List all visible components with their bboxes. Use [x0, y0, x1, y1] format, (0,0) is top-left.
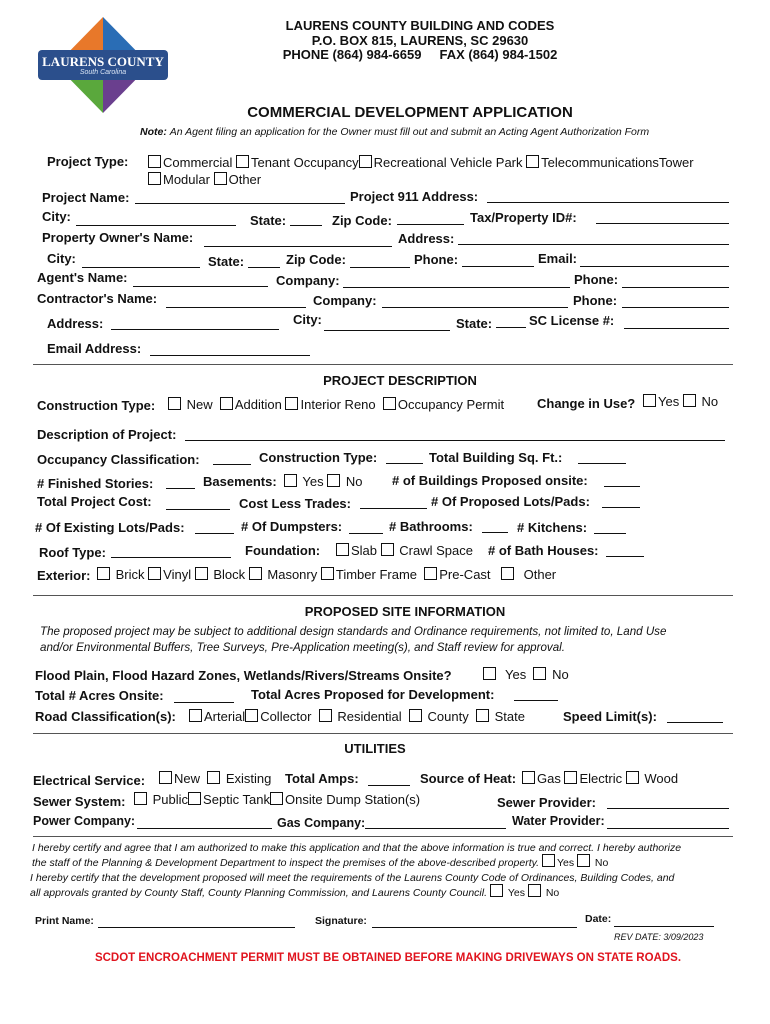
checkbox-heat-gas[interactable]	[522, 771, 535, 784]
dumpsters-label: # Of Dumpsters:	[241, 519, 343, 534]
gas-company-field[interactable]	[365, 815, 506, 829]
checkbox-interior-reno[interactable]	[285, 397, 298, 410]
agent-phone-label: Phone:	[574, 272, 619, 287]
type-other: Other	[228, 172, 262, 187]
owner-address-field[interactable]	[458, 231, 729, 245]
checkbox-rv-park[interactable]	[359, 155, 372, 168]
type-commercial: Commercial	[163, 155, 233, 170]
sewer-provider-field[interactable]	[607, 795, 729, 809]
form-note	[140, 126, 649, 138]
roof-type-label: Roof Type:	[39, 545, 106, 560]
contractor-phone-field[interactable]	[622, 294, 729, 308]
buildings-field[interactable]	[604, 473, 640, 487]
sewer-system-label: Sewer System:	[33, 794, 126, 809]
scdot-warning: SCDOT ENCROACHMENT PERMIT MUST BE OBTAINED BEFORE MAKING DRIVEWAYS ON STATE ROADS.	[94, 952, 682, 964]
logo-script: South Carolina	[79, 69, 127, 76]
form-title: COMMERCIAL DEVELOPMENT APPLICATION	[247, 104, 573, 121]
certify-line4: all approvals granted by County Staff, County Planning Commission, and Laurens County Council.	[30, 887, 488, 899]
description-label: Description of Project:	[37, 427, 177, 442]
owner-state-label: State:	[208, 254, 245, 269]
checkbox-basements-no[interactable]	[327, 474, 340, 487]
heat-wood: Wood	[644, 771, 679, 786]
checkbox-septic-tank[interactable]	[188, 792, 201, 805]
agent-name-field[interactable]	[133, 273, 268, 287]
exterior-block: Block	[213, 567, 246, 582]
type-telecom-tower: TelecommunicationsTower	[541, 155, 694, 170]
basements-options	[284, 474, 362, 489]
checkbox-crawl-space[interactable]	[381, 543, 394, 556]
total-cost-field[interactable]	[166, 496, 230, 510]
construction-type2-field[interactable]	[386, 450, 423, 464]
checkbox-brick[interactable]	[97, 567, 110, 580]
checkbox-masonry[interactable]	[249, 567, 262, 580]
checkbox-onsite-dump[interactable]	[270, 792, 283, 805]
tax-id-field[interactable]	[596, 210, 729, 224]
water-provider-label: Water Provider:	[512, 814, 605, 828]
cost-less-trades-label: Cost Less Trades:	[239, 496, 351, 511]
checkbox-other-exterior[interactable]	[501, 567, 514, 580]
project-type-row2	[148, 172, 261, 187]
foundation-slab: Slab	[351, 543, 378, 558]
checkbox-county[interactable]	[409, 709, 422, 722]
checkbox-certify-approvals-no[interactable]	[528, 884, 541, 897]
owner-name-label: Property Owner's Name:	[42, 230, 194, 245]
print-name-label: Print Name:	[35, 915, 94, 927]
total-amps-label: Total Amps:	[285, 771, 359, 786]
change-use-no: No	[701, 394, 719, 409]
sewer-onsite-dump: Onsite Dump Station(s)	[285, 792, 421, 807]
exterior-vinyl: Vinyl	[163, 567, 192, 582]
divider	[33, 733, 733, 734]
contractor-company-label: Company:	[313, 293, 377, 308]
email-address-label: Email Address:	[47, 341, 142, 356]
bath-houses-label: # of Bath Houses:	[488, 543, 599, 558]
foundation-options	[336, 543, 473, 558]
construction-new: New	[186, 397, 213, 412]
contractor-state-label: State:	[456, 316, 493, 331]
acres-development-field[interactable]	[514, 687, 558, 701]
kitchens-field[interactable]	[594, 520, 626, 534]
kitchens-label: # Kitchens:	[517, 520, 588, 535]
org-name: LAURENS COUNTY BUILDING AND CODES	[285, 18, 555, 33]
contractor-license-label: SC License #:	[529, 313, 615, 328]
project-name-label: Project Name:	[42, 190, 130, 205]
contractor-address-label: Address:	[47, 316, 104, 331]
checkbox-flood-yes[interactable]	[483, 667, 496, 680]
checkbox-new[interactable]	[168, 397, 181, 410]
dumpsters-field[interactable]	[349, 520, 383, 534]
electrical-service-options	[159, 771, 271, 786]
contractor-license-field[interactable]	[624, 315, 729, 329]
agent-name-label: Agent's Name:	[37, 270, 128, 285]
exterior-masonry: Masonry	[267, 567, 318, 582]
sewer-public: Public	[152, 792, 189, 807]
site-notice-line2: and/or Environmental Buffers, Tree Surveys, Pre-Application meeting(s), and Staff review for approval.	[40, 641, 565, 654]
county-logo	[38, 17, 168, 113]
checkbox-addition[interactable]	[220, 397, 233, 410]
construction-interior-reno: Interior Reno	[300, 397, 376, 412]
flood-yes: Yes	[505, 667, 527, 682]
road-class-options	[189, 709, 525, 724]
owner-phone-label: Phone:	[414, 252, 459, 267]
sqft-field[interactable]	[578, 450, 626, 464]
certify-inspect-no: No	[594, 857, 609, 869]
existing-lots-field[interactable]	[195, 520, 234, 534]
checkbox-heat-wood[interactable]	[626, 771, 639, 784]
flood-no: No	[552, 667, 569, 682]
city-field[interactable]	[76, 212, 236, 226]
electric-new: New	[174, 771, 201, 786]
divider	[33, 364, 733, 365]
checkbox-commercial[interactable]	[148, 155, 161, 168]
certify-line4-wrap	[30, 884, 559, 899]
checkbox-basements-yes[interactable]	[284, 474, 297, 487]
note-label: Note:	[140, 126, 167, 138]
contractor-state-field[interactable]	[496, 314, 526, 328]
sewer-septic-tank: Septic Tank	[203, 792, 271, 807]
owner-address-label: Address:	[398, 231, 455, 246]
road-arterial: Arterial	[204, 709, 246, 724]
checkbox-electric-existing[interactable]	[207, 771, 220, 784]
checkbox-arterial[interactable]	[189, 709, 202, 722]
sqft-label: Total Building Sq. Ft.:	[429, 450, 563, 465]
contractor-city-label: City:	[293, 312, 322, 327]
roof-type-field[interactable]	[111, 544, 231, 558]
heat-electric: Electric	[579, 771, 623, 786]
org-phone-fax: PHONE (864) 984-6659 FAX (864) 984-1502	[282, 47, 558, 62]
basements-no: No	[345, 474, 363, 489]
checkbox-modular[interactable]	[148, 172, 161, 185]
signature-label: Signature:	[315, 915, 367, 927]
cost-less-trades-field[interactable]	[360, 495, 427, 509]
exterior-label: Exterior:	[37, 568, 91, 583]
certify-line2-wrap	[32, 854, 608, 869]
exterior-other: Other	[523, 567, 557, 582]
checkbox-vinyl[interactable]	[148, 567, 161, 580]
construction-addition: Addition	[234, 397, 282, 412]
org-address: P.O. BOX 815, LAURENS, SC 29630	[311, 33, 529, 48]
contractor-name-field[interactable]	[166, 294, 306, 308]
construction-type-options	[168, 397, 504, 412]
checkbox-certify-inspect-yes[interactable]	[542, 854, 555, 867]
owner-name-field[interactable]	[204, 233, 392, 247]
signature-field[interactable]	[372, 914, 577, 928]
heat-source-options	[522, 771, 678, 786]
note-text: An Agent filing an application for the Owner must fill out and submit an Acting Agent Authorization Form	[169, 126, 650, 138]
zip-field[interactable]	[397, 211, 464, 225]
owner-zip-label: Zip Code:	[286, 252, 346, 267]
checkbox-timber-frame[interactable]	[321, 567, 334, 580]
checkbox-change-use-no[interactable]	[683, 394, 696, 407]
certify-line1: I hereby certify and agree that I am authorized to make this application and that the above information is true and correct. I hereby authorize	[32, 842, 682, 854]
checkbox-tenant-occupancy[interactable]	[236, 155, 249, 168]
certify-line3: I hereby certify that the development proposed will meet the requirements of the Laurens County Code of Ordinances, Building Codes, and	[30, 872, 675, 884]
heat-source-label: Source of Heat:	[420, 771, 517, 786]
checkbox-change-use-yes[interactable]	[643, 394, 656, 407]
bathrooms-field[interactable]	[482, 519, 508, 533]
certify-approvals-no: No	[545, 887, 560, 899]
project-911-field[interactable]	[487, 189, 729, 203]
exterior-pre-cast: Pre-Cast	[439, 567, 491, 582]
total-cost-label: Total Project Cost:	[37, 494, 152, 509]
exterior-timber-frame: Timber Frame	[335, 567, 418, 582]
certify-inspect-yes: Yes	[556, 857, 575, 869]
utilities-heading: UTILITIES	[344, 741, 406, 756]
agent-company-label: Company:	[276, 273, 340, 288]
road-county: County	[427, 709, 469, 724]
change-in-use-label: Change in Use?	[537, 396, 636, 411]
total-amps-field[interactable]	[368, 772, 410, 786]
city-label: City:	[42, 209, 71, 224]
owner-state-field[interactable]	[248, 254, 280, 268]
acres-onsite-label: Total # Acres Onsite:	[35, 688, 164, 703]
owner-city-label: City:	[47, 251, 76, 266]
buildings-label: # of Buildings Proposed onsite:	[392, 473, 588, 488]
checkbox-flood-no[interactable]	[533, 667, 546, 680]
exterior-brick: Brick	[115, 567, 145, 582]
contractor-address-field[interactable]	[111, 316, 279, 330]
checkbox-pre-cast[interactable]	[424, 567, 437, 580]
checkbox-other-type[interactable]	[214, 172, 227, 185]
project-name-field[interactable]	[135, 190, 345, 204]
stories-field[interactable]	[166, 475, 195, 489]
road-collector: Collector	[260, 709, 312, 724]
state-label: State:	[250, 213, 287, 228]
zip-label: Zip Code:	[332, 213, 392, 228]
checkbox-sewer-public[interactable]	[134, 792, 147, 805]
checkbox-slab[interactable]	[336, 543, 349, 556]
power-company-field[interactable]	[137, 815, 272, 829]
construction-type-label: Construction Type:	[37, 398, 156, 413]
bath-houses-field[interactable]	[606, 543, 644, 557]
exterior-options	[97, 567, 556, 582]
occupancy-class-field[interactable]	[213, 451, 251, 465]
tax-id-label: Tax/Property ID#:	[470, 210, 577, 225]
owner-email-label: Email:	[538, 251, 578, 266]
power-company-label: Power Company:	[33, 814, 136, 828]
state-field[interactable]	[290, 212, 322, 226]
date-field[interactable]	[614, 913, 714, 927]
owner-email-field[interactable]	[580, 253, 729, 267]
checkbox-heat-electric[interactable]	[564, 771, 577, 784]
type-tenant-occupancy: Tenant Occupancy	[250, 155, 359, 170]
contractor-phone-label: Phone:	[573, 293, 618, 308]
agent-phone-field[interactable]	[622, 274, 729, 288]
checkbox-electric-new[interactable]	[159, 771, 172, 784]
agent-company-field[interactable]	[343, 274, 570, 288]
description-field[interactable]	[185, 427, 725, 441]
stories-label: # Finished Stories:	[37, 476, 154, 491]
gas-company-label: Gas Company:	[277, 816, 366, 830]
logo-text: LAURENS COUNTY	[42, 54, 164, 69]
bathrooms-label: # Bathrooms:	[389, 519, 473, 534]
checkbox-certify-approvals-yes[interactable]	[490, 884, 503, 897]
certify-approvals-yes: Yes	[507, 887, 525, 899]
construction-type2-label: Construction Type:	[259, 450, 378, 465]
basements-yes: Yes	[302, 474, 324, 489]
divider	[33, 595, 733, 596]
divider	[33, 836, 733, 837]
road-residential: Residential	[337, 709, 402, 724]
construction-occupancy-permit: Occupancy Permit	[397, 397, 505, 412]
project-type-label: Project Type:	[47, 154, 129, 169]
owner-phone-field[interactable]	[462, 253, 534, 267]
project-description-heading: PROJECT DESCRIPTION	[323, 373, 477, 388]
rev-date: REV DATE: 3/09/2023	[614, 932, 704, 942]
type-modular: Modular	[163, 172, 210, 187]
sewer-system-options	[134, 792, 420, 807]
checkbox-collector[interactable]	[245, 709, 258, 722]
flood-plain-options	[483, 667, 569, 682]
type-rv-park: Recreational Vehicle Park	[373, 155, 523, 170]
speed-limit-label: Speed Limit(s):	[563, 709, 657, 724]
speed-limit-field[interactable]	[667, 709, 723, 723]
contractor-company-field[interactable]	[382, 294, 568, 308]
checkbox-telecom-tower[interactable]	[526, 155, 539, 168]
checkbox-state-road[interactable]	[476, 709, 489, 722]
print-name-field[interactable]	[98, 914, 295, 928]
project-type-row1	[148, 155, 694, 170]
email-address-field[interactable]	[150, 342, 310, 356]
proposed-lots-field[interactable]	[602, 494, 640, 508]
contractor-name-label: Contractor's Name:	[37, 291, 158, 306]
flood-plain-label: Flood Plain, Flood Hazard Zones, Wetlands/Rivers/Streams Onsite?	[35, 668, 452, 683]
checkbox-occupancy-permit[interactable]	[383, 397, 396, 410]
contractor-city-field[interactable]	[324, 317, 450, 331]
site-notice-line1: The proposed project may be subject to additional design standards and Ordinance requirements, not limited to, Land Use	[40, 625, 667, 638]
electric-existing: Existing	[225, 771, 272, 786]
foundation-crawl-space: Crawl Space	[399, 543, 473, 558]
date-label: Date:	[585, 913, 612, 925]
road-class-label: Road Classification(s):	[35, 709, 176, 724]
checkbox-certify-inspect-no[interactable]	[577, 854, 590, 867]
checkbox-residential[interactable]	[319, 709, 332, 722]
certify-line2: the staff of the Planning & Development Department to inspect the premises of the above-described property.	[32, 857, 540, 869]
electrical-service-label: Electrical Service:	[33, 773, 146, 788]
change-in-use-options	[643, 394, 718, 409]
checkbox-block[interactable]	[195, 567, 208, 580]
site-info-heading: PROPOSED SITE INFORMATION	[304, 604, 506, 619]
change-use-yes: Yes	[658, 394, 680, 409]
basements-label: Basements:	[203, 474, 277, 489]
road-state: State	[494, 709, 525, 724]
acres-development-label: Total Acres Proposed for Development:	[251, 687, 495, 702]
foundation-label: Foundation:	[245, 543, 321, 558]
heat-gas: Gas	[537, 771, 561, 786]
owner-city-field[interactable]	[82, 254, 200, 268]
occupancy-class-label: Occupancy Classification:	[37, 452, 200, 467]
water-provider-field[interactable]	[607, 815, 729, 829]
sewer-provider-label: Sewer Provider:	[497, 795, 596, 810]
existing-lots-label: # Of Existing Lots/Pads:	[35, 520, 185, 535]
proposed-lots-label: # Of Proposed Lots/Pads:	[431, 494, 590, 509]
acres-onsite-field[interactable]	[174, 689, 234, 703]
owner-zip-field[interactable]	[350, 254, 410, 268]
project-911-label: Project 911 Address:	[350, 189, 479, 204]
